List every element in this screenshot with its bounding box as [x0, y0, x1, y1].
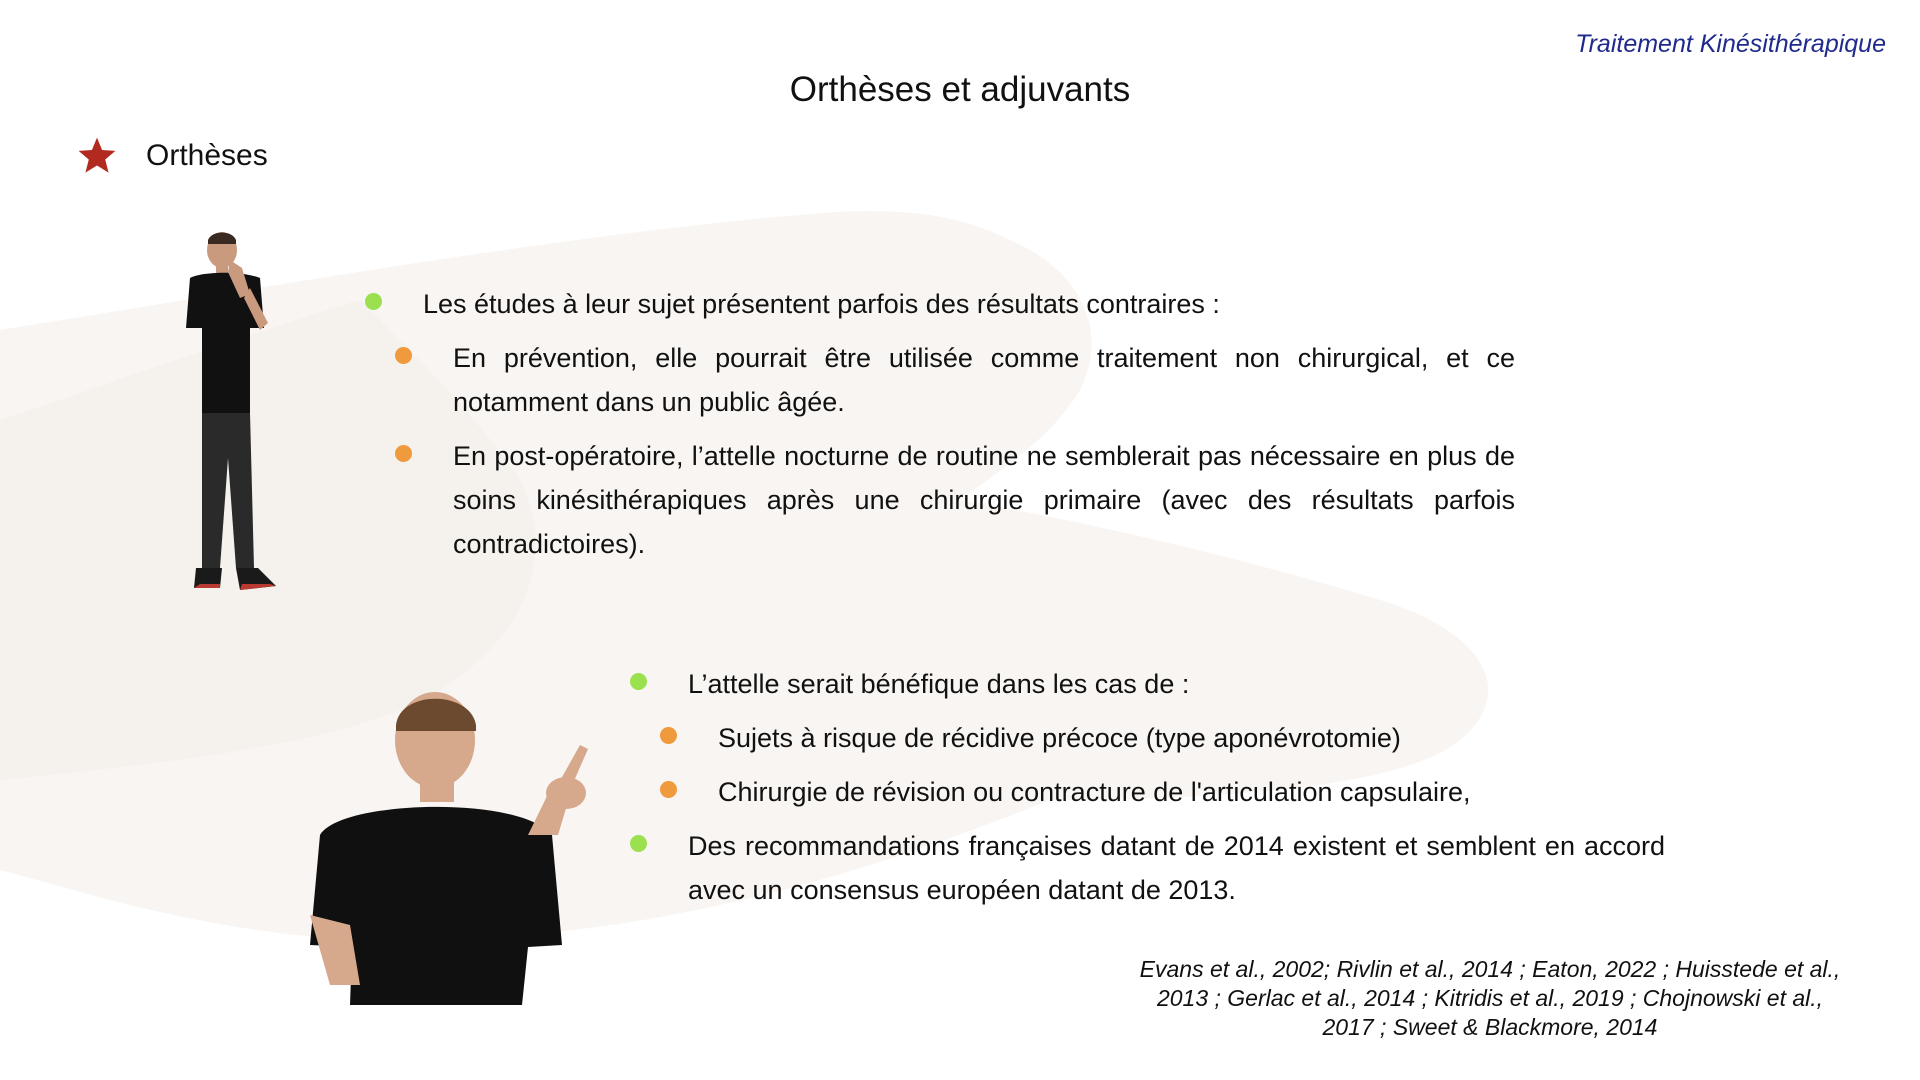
bullet-dot-orange — [660, 781, 677, 798]
bullet-dot-orange — [395, 445, 412, 462]
reference-line: 2013 ; Gerlac et al., 2014 ; Kitridis et al., 2019 ; Chojnowski et al., — [1156, 985, 1824, 1011]
bullet-dot-orange — [395, 347, 412, 364]
bullet-text: Sujets à risque de récidive précoce (type aponévrotomie) — [718, 723, 1401, 753]
bullet-text: Les études à leur sujet présentent parfois des résultats contraires : — [423, 289, 1220, 319]
bullet-text: En post-opératoire, l’attelle nocturne de routine ne semblerait pas nécessaire en plus de soins kinésithérapiques après une chirurgie primaire (avec des résultats parfois contradictoires). — [453, 441, 1515, 559]
pointing-person-image — [290, 685, 610, 1005]
bullet-text: Chirurgie de révision ou contracture de l'articulation capsulaire, — [718, 777, 1471, 807]
bullet-dot-green — [365, 293, 382, 310]
bullet-dot-green — [630, 835, 647, 852]
slide-title: Orthèses et adjuvants — [789, 70, 1131, 109]
references — [1100, 955, 1880, 1042]
list-item — [365, 282, 1515, 326]
list-item — [630, 824, 1665, 912]
reference-line: Evans et al., 2002; Rivlin et al., 2014 ; Eaton, 2022 ; Huisstede et al., — [1139, 956, 1841, 982]
list-item — [630, 770, 1665, 814]
splint-bullet-block — [630, 662, 1665, 922]
list-item — [630, 716, 1665, 760]
studies-bullet-block — [365, 282, 1515, 576]
bullet-text: En prévention, elle pourrait être utilisée comme traitement non chirurgical, et ce notamment dans un public âgée. — [453, 343, 1515, 417]
bullet-text: Des recommandations françaises datant de 2014 existent et semblent en accord avec un consensus européen datant de 2013. — [688, 831, 1665, 905]
bullet-dot-orange — [660, 727, 677, 744]
star-icon — [76, 135, 118, 177]
section-heading — [76, 135, 268, 177]
reference-line: 2017 ; Sweet & Blackmore, 2014 — [1322, 1014, 1658, 1040]
list-item — [365, 336, 1515, 424]
header-tag: Traitement Kinésithérapique — [1575, 30, 1886, 58]
thinking-person-image — [180, 228, 320, 600]
bullet-dot-green — [630, 673, 647, 690]
list-item — [365, 434, 1515, 566]
list-item — [630, 662, 1665, 706]
bullet-text: L’attelle serait bénéfique dans les cas de : — [688, 669, 1190, 699]
section-label: Orthèses — [146, 139, 268, 172]
